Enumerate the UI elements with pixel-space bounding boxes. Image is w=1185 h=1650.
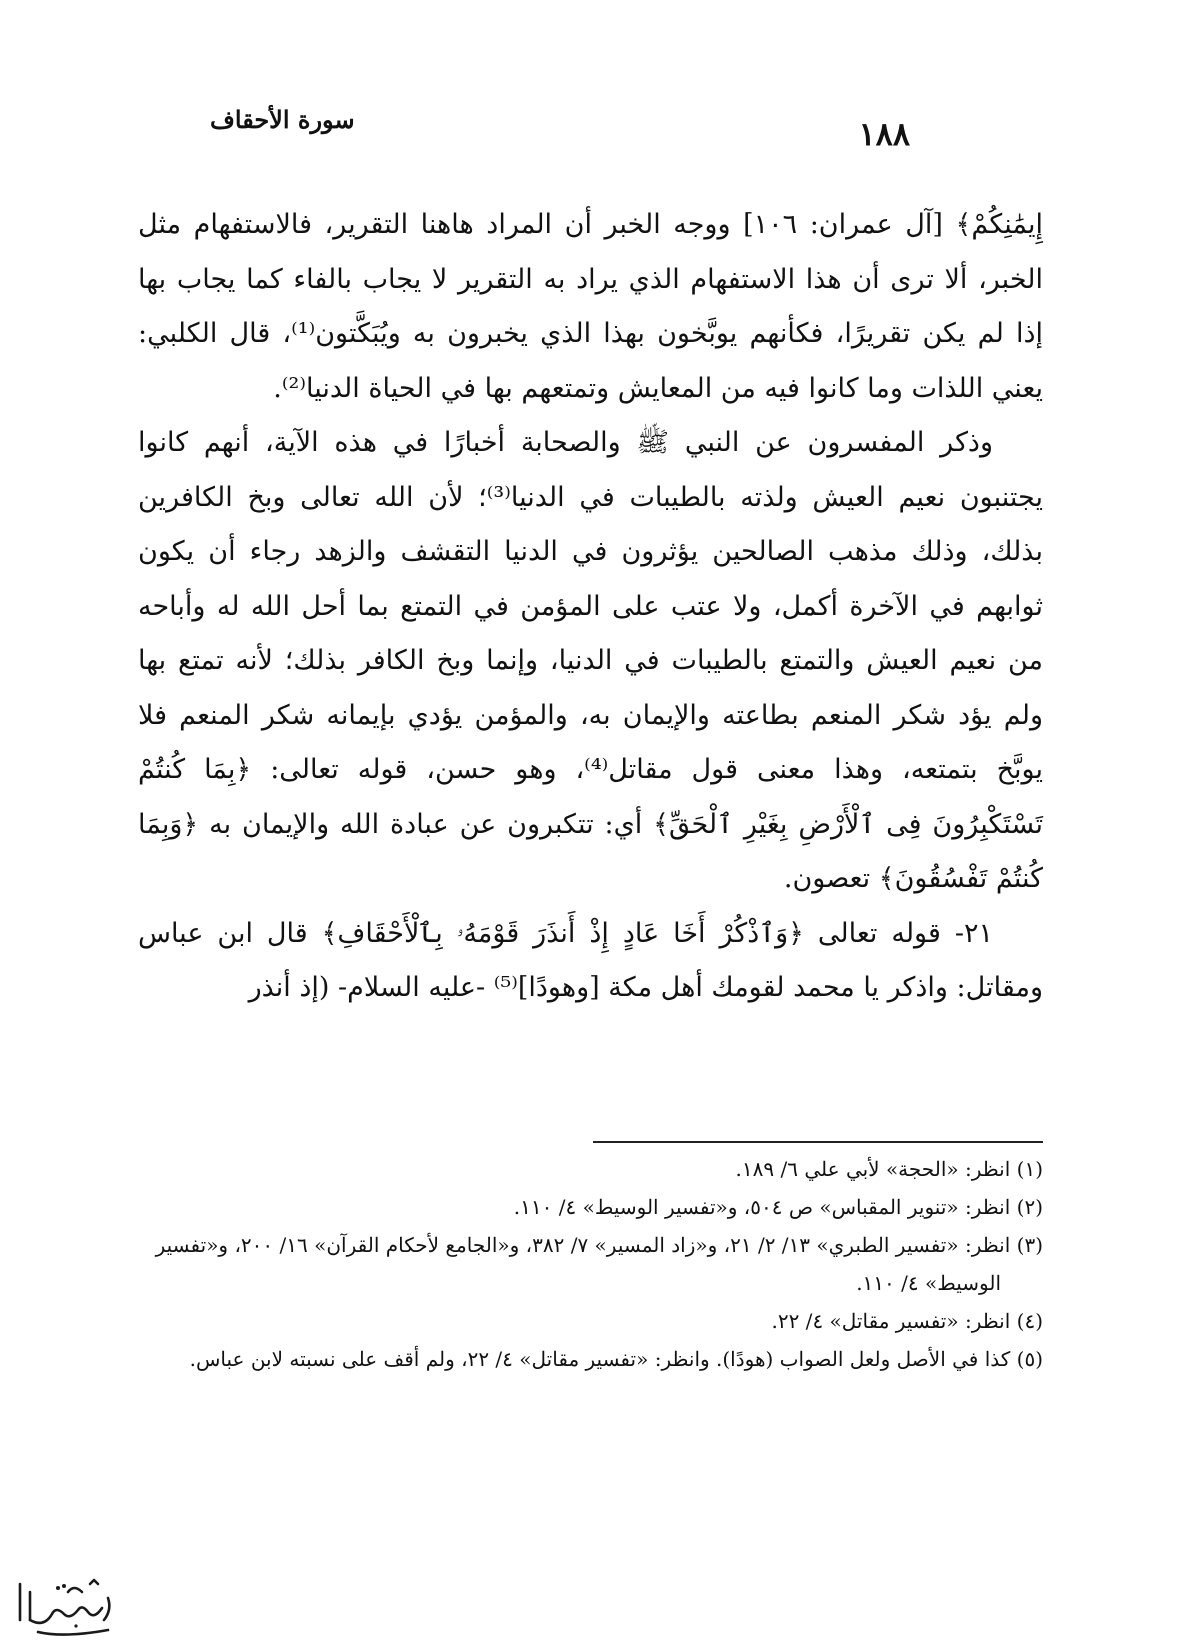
page-header <box>210 105 910 165</box>
footnote-separator <box>593 1141 1043 1143</box>
publisher-logo <box>8 1570 120 1640</box>
paragraph: ٢١- قوله تعالى ﴿وَٱذْكُرْ أَخَا عَادٍ إِذْ أَنذَرَ قَوْمَهُۥ بِٱلْأَحْقَافِ﴾ قال ابن عباس ومقاتل: واذكر يا محمد لقومك أهل مكة [وهودًا]⁽⁵⁾ -عليه السلام- (إذ أنذر <box>138 917 1043 1003</box>
main-text <box>138 198 1043 1016</box>
footnote: (٣) انظر: «تفسير الطبري» ١٣/ ٢/ ٢١، و«زاد المسير» ٧/ ٣٨٢، و«الجامع لأحكام القرآن» ١٦/ ٢٠٠، و«تفسير الوسيط» ٤/ ١١٠. <box>155 1233 1043 1295</box>
running-head: سورة الأحقاف <box>210 105 355 134</box>
page-number: ١٨٨ <box>858 115 910 153</box>
footnote: (٥) كذا في الأصل ولعل الصواب (هودًا). وانظر: «تفسير مقاتل» ٤/ ٢٢، ولم أقف على نسبته لابن عباس. <box>189 1347 1043 1371</box>
paragraph: وذكر المفسرون عن النبي ﷺ والصحابة أخبارًا في هذه الآية، أنهم كانوا يجتنبون نعيم العيش ولذته بالطيبات في الدنيا⁽³⁾؛ لأن الله تعالى وبخ الكافرين بذلك، وذلك مذهب الصالحين يؤثرون في الدنيا التقشف والزهد رجاء أن يكون ثوابهم في الآخرة أكمل، ولا عتب على المؤمن في التمتع بما أحل الله له وأباحه من نعيم العيش والتمتع بالطيبات في الدنيا، وإنما وبخ الكافر بذلك؛ لأنه تمتع بها ولم يؤد شكر المنعم بطاعته والإيمان به، والمؤمن يؤدي بإيمانه شكر المنعم فلا يوبَّخ بتمتعه، وهذا معنى قول مقاتل⁽⁴⁾، وهو حسن، قوله تعالى: ﴿بِمَا كُنتُمْ تَسْتَكْبِرُونَ فِى ٱلْأَرْضِ بِغَيْرِ ٱلْحَقِّ﴾ أي: تتكبرون عن عبادة الله والإيمان به ﴿وَبِمَا كُنتُمْ تَفْسُقُونَ﴾ تعصون. <box>138 427 1044 894</box>
footnotes <box>138 1150 1043 1378</box>
footnote: (٢) انظر: «تنوير المقباس» ص ٥٠٤، و«تفسير الوسيط» ٤/ ١١٠. <box>513 1195 1043 1219</box>
footnote: (٤) انظر: «تفسير مقاتل» ٤/ ٢٢. <box>771 1309 1043 1333</box>
footnote: (١) انظر: «الحجة» لأبي علي ٦/ ١٨٩. <box>735 1157 1043 1181</box>
paragraph: إِيمَٰنِكُمْ﴾ [آل عمران: ١٠٦] ووجه الخبر أن المراد هاهنا التقرير، فالاستفهام مثل الخبر، ألا ترى أن هذا الاستفهام الذي يراد به التقرير لا يجاب بالفاء كما يجاب بها إذا لم يكن تقريرًا، فكأنهم يوبَّخون بهذا الذي يخبرون به ويُبَكَّتون⁽¹⁾، قال الكلبي: يعني اللذات وما كانوا فيه من المعايش وتمتعهم بها في الحياة الدنيا⁽²⁾. <box>138 209 1043 404</box>
